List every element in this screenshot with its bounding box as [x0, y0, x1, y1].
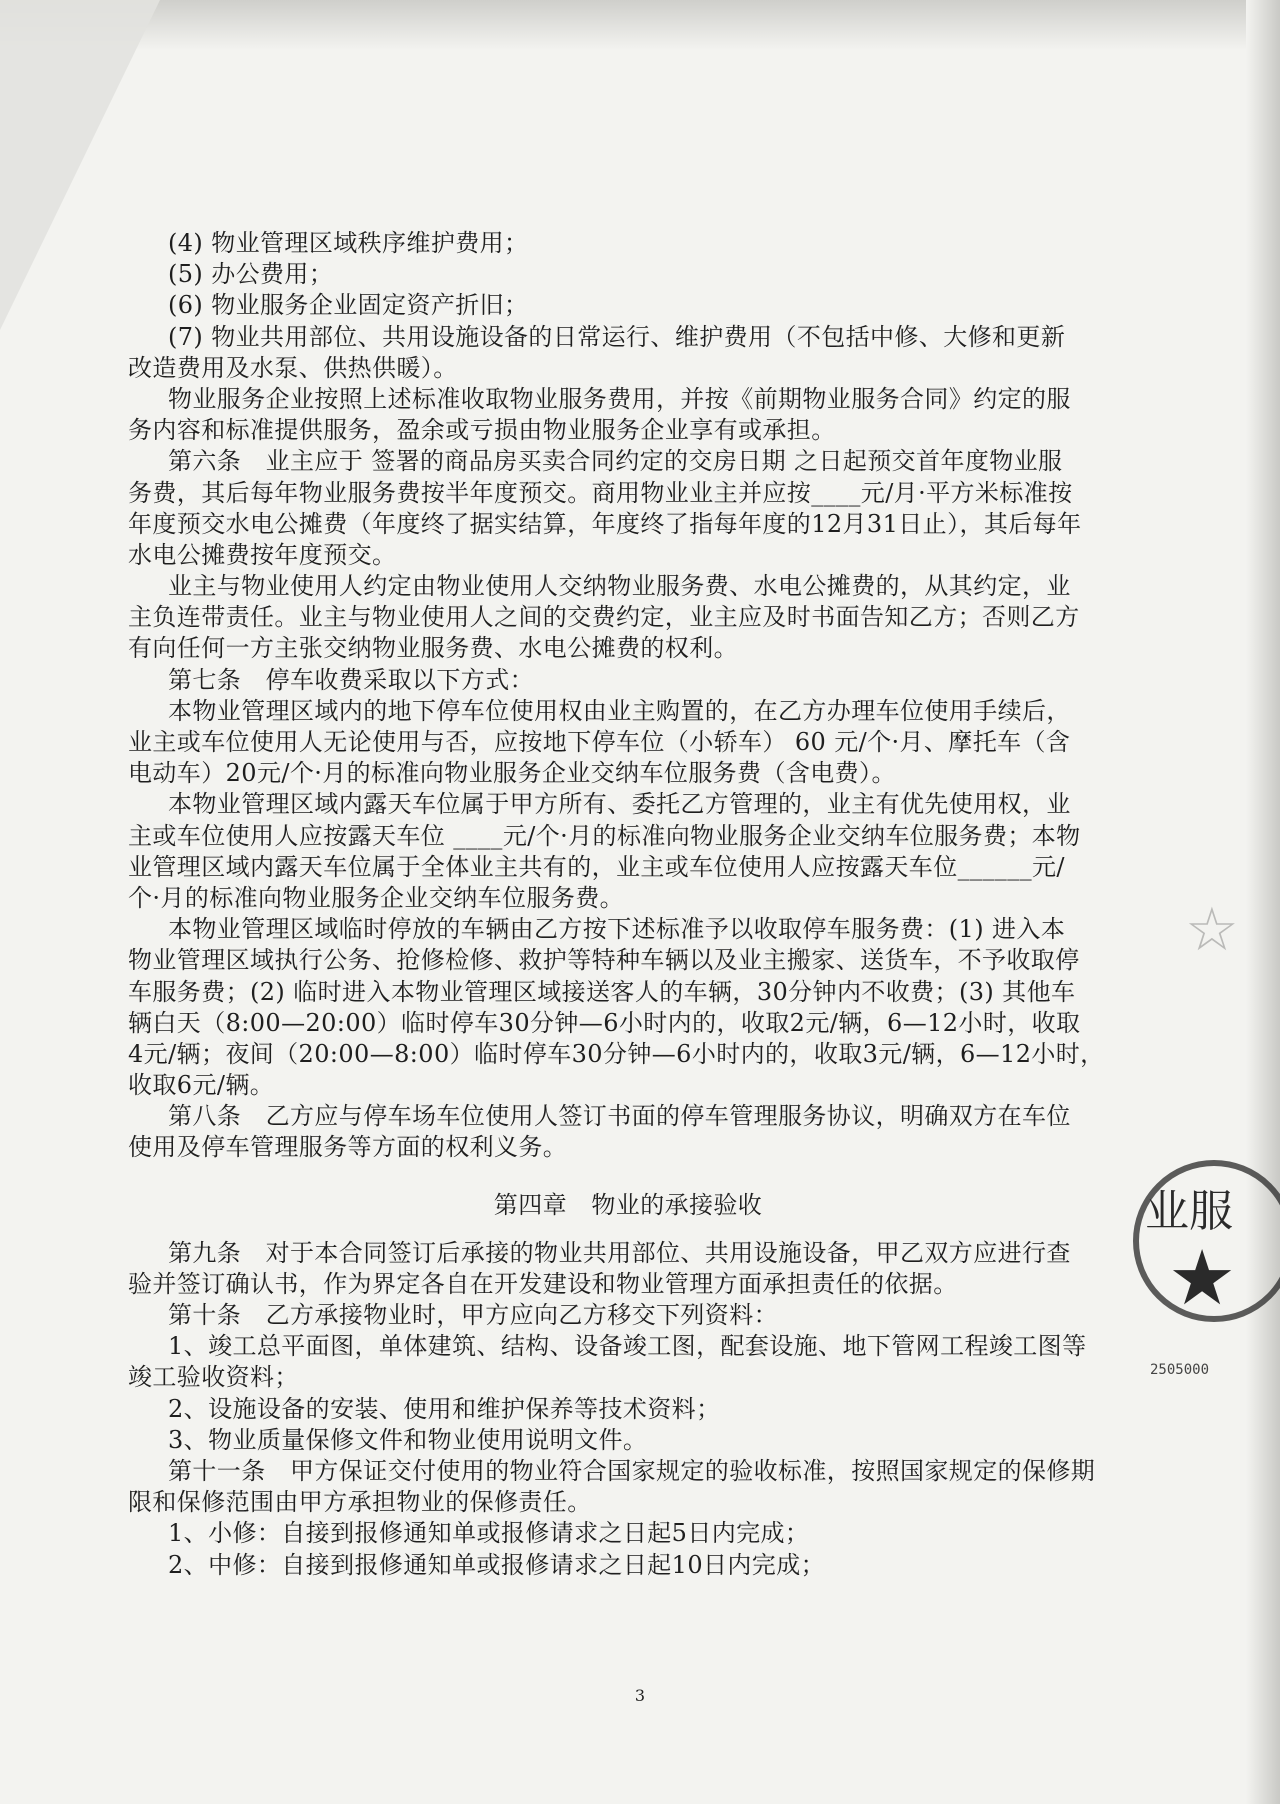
text-line: 本物业管理区域临时停放的车辆由乙方按下述标准予以收取停车服务费：(1) 进入本	[168, 915, 1066, 944]
text-line: 物业管理区域执行公务、抢修检修、救护等特种车辆以及业主搬家、送货车，不予收取停	[128, 946, 1080, 975]
text-line: (5) 办公费用；	[168, 260, 334, 289]
text-line: 个·月的标准向物业服务企业交纳车位服务费。	[128, 883, 625, 912]
text-line: 竣工验收资料；	[128, 1363, 299, 1392]
seal-serial: 2505000	[1150, 1362, 1210, 1378]
text-line: 本物业管理区域内露天车位属于甲方所有、委托乙方管理的，业主有优先使用权，业	[168, 790, 1071, 819]
text-line: 本物业管理区域内的地下停车位使用权由业主购置的，在乙方办理车位使用手续后，	[168, 696, 1071, 725]
text-line: 2、中修：自接到报修通知单或报修请求之日起10日内完成；	[168, 1550, 826, 1579]
text-line: 改造费用及水泵、供热供暖）。	[128, 353, 458, 382]
text-line: 主或车位使用人应按露天车位 ____元/个·月的标准向物业服务企业交纳车位服务费；本物	[128, 821, 1081, 850]
text-line: 有向任何一方主张交纳物业服务费、水电公摊费的权利。	[128, 634, 738, 663]
text-line: 2、设施设备的安装、使用和维护保养等技术资料；	[168, 1394, 721, 1423]
text-line: 电动车）20元/个·月的标准向物业服务企业交纳车位服务费（含电费）。	[128, 759, 896, 788]
text-line: 使用及停车管理服务等方面的权利义务。	[128, 1133, 568, 1162]
seal-star-icon: ★	[1168, 1233, 1237, 1322]
contract-text	[128, 228, 1128, 1581]
scan-shadow-right	[1246, 0, 1280, 1804]
text-line: 收取6元/辆。	[128, 1071, 275, 1100]
text-line: 3、物业质量保修文件和物业使用说明文件。	[168, 1425, 648, 1454]
text-line: (6) 物业服务企业固定资产折旧；	[168, 291, 529, 320]
text-line: (7) 物业共用部位、共用设施设备的日常运行、维护费用（不包括中修、大修和更新	[168, 322, 1066, 351]
text-line: 第十条 乙方承接物业时，甲方应向乙方移交下列资料：	[168, 1301, 778, 1329]
page-number: 3	[634, 1686, 646, 1705]
text-line: 业主与物业使用人约定由物业使用人交纳物业服务费、水电公摊费的，从其约定，业	[168, 572, 1071, 601]
text-line: 第七条 停车收费采取以下方式：	[168, 665, 534, 694]
scan-shadow-top	[0, 0, 1280, 50]
text-line: 年度预交水电公摊费（年度终了据实结算，年度终了指每年度的12月31日止），其后每年	[128, 509, 1082, 538]
text-line: 主负连带责任。业主与物业使用人之间的交费约定，业主应及时书面告知乙方；否则乙方	[128, 603, 1080, 632]
text-line: 物业服务企业按照上述标准收取物业服务费用，并按《前期物业服务合同》约定的服	[168, 384, 1071, 413]
text-line: (4) 物业管理区域秩序维护费用；	[168, 229, 529, 257]
text-line: 水电公摊费按年度预交。	[128, 540, 397, 569]
text-line: 辆白天（8:00—20:00）临时停车30分钟—6小时内的，收取2元/辆，6—12小时，收取	[128, 1008, 1081, 1037]
text-line: 车服务费；(2) 临时进入本物业管理区域接送客人的车辆，30分钟内不收费；(3) 其他车	[128, 977, 1076, 1006]
text-line: 务费，其后每年物业服务费按半年度预交。商用物业业主并应按____元/月·平方米标准按	[128, 478, 1073, 507]
faint-stamp-star-icon: ☆	[1185, 895, 1239, 965]
chapter-heading: 第四章 物业的承接验收	[493, 1190, 763, 1219]
text-line: 限和保修范围由甲方承担物业的保修责任。	[128, 1488, 592, 1517]
text-line: 验并签订确认书，作为界定各自在开发建设和物业管理方面承担责任的依据。	[128, 1269, 958, 1298]
text-line: 业主或车位使用人无论使用与否，应按地下停车位（小轿车） 60 元/个·月、摩托车（含	[128, 728, 1071, 756]
text-line: 1、小修：自接到报修通知单或报修请求之日起5日内完成；	[168, 1519, 810, 1548]
text-line: 业管理区域内露天车位属于全体业主共有的，业主或车位使用人应按露天车位______元/	[128, 852, 1065, 881]
text-line: 第八条 乙方应与停车场车位使用人签订书面的停车管理服务协议，明确双方在车位	[168, 1102, 1071, 1131]
text-line: 1、竣工总平面图，单体建筑、结构、设备竣工图，配套设施、地下管网工程竣工图等	[168, 1332, 1087, 1361]
text-line: 务内容和标准提供服务，盈余或亏损由物业服务企业享有或承担。	[128, 416, 836, 445]
text-line: 4元/辆；夜间（20:00—8:00）临时停车30分钟—6小时内的，收取3元/辆，6—12小时，	[128, 1039, 1105, 1068]
text-line: 第九条 对于本合同签订后承接的物业共用部位、共用设施设备，甲乙双方应进行查	[168, 1238, 1071, 1267]
text-line: 第六条 业主应于 签署的商品房买卖合同约定的交房日期 之日起预交首年度物业服	[168, 447, 1063, 476]
text-line: 第十一条 甲方保证交付使用的物业符合国家规定的验收标准，按照国家规定的保修期	[168, 1456, 1096, 1485]
seal-text: 业服	[1145, 1186, 1233, 1237]
